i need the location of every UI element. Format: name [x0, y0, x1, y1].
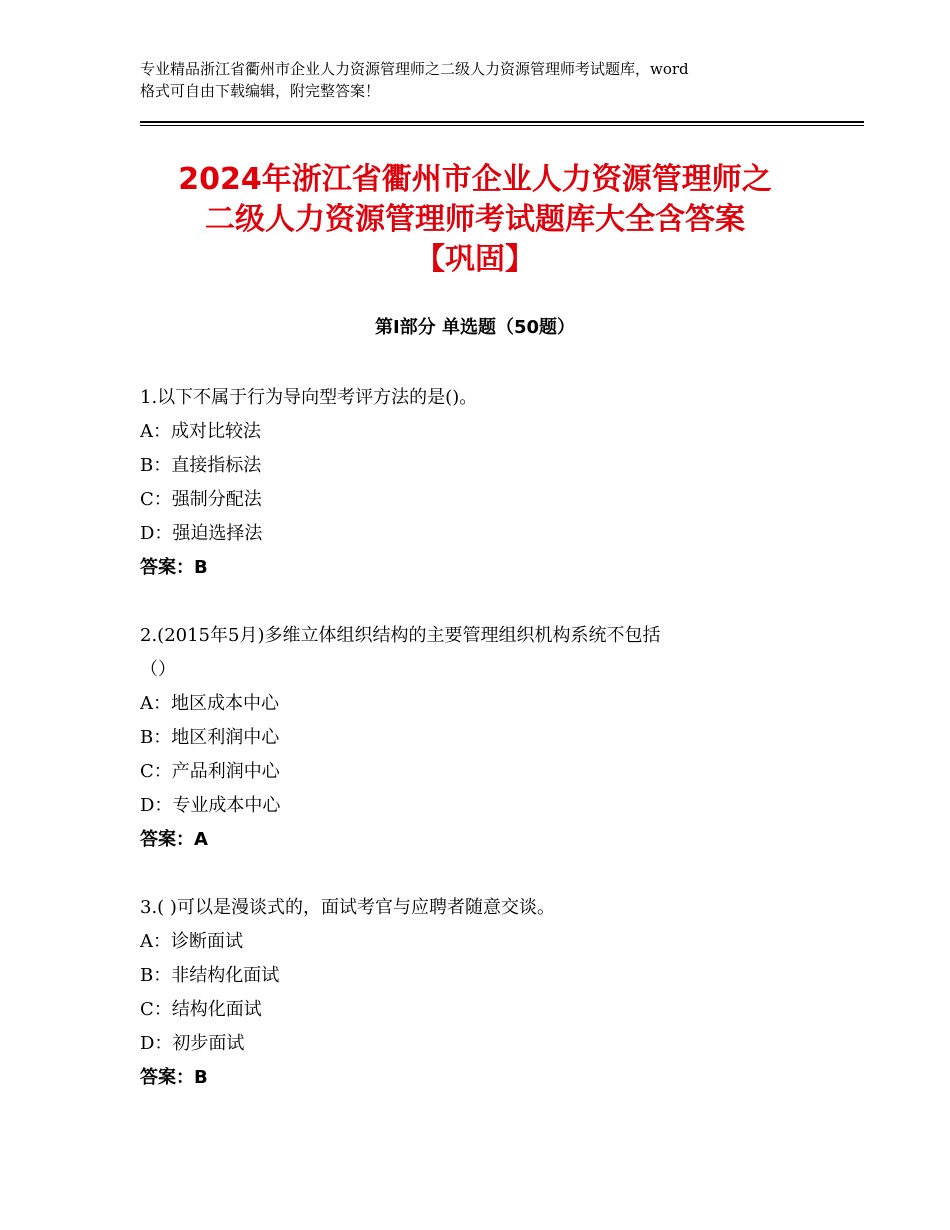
- option-c: C：强制分配法: [140, 489, 262, 510]
- question-stem: 1.以下不属于行为导向型考评方法的是()。: [140, 387, 478, 408]
- header-note-line: 格式可自由下载编辑，附完整答案！: [140, 82, 381, 100]
- title-line: 二级人力资源管理师考试题库大全含答案: [205, 202, 745, 237]
- header-note-line: 专业精品浙江省衢州市企业人力资源管理师之二级人力资源管理师考试题库，word: [140, 60, 689, 78]
- option-a: A：诊断面试: [140, 931, 243, 952]
- answer: 答案：B: [140, 1067, 208, 1088]
- header-rule-thick: [140, 121, 864, 123]
- option-b: B：地区利润中心: [140, 727, 280, 748]
- option-c: C：产品利润中心: [140, 761, 280, 782]
- question-stem: 2.(2015年5月)多维立体组织结构的主要管理组织机构系统不包括: [140, 625, 661, 646]
- question-list: [140, 381, 830, 1095]
- option-b: B：直接指标法: [140, 455, 262, 476]
- option-d: D：初步面试: [140, 1033, 245, 1054]
- question-1: [140, 381, 830, 585]
- section-heading: 第Ⅰ部分 单选题（50题）: [374, 317, 575, 338]
- question-3: [140, 891, 830, 1095]
- document-title: [110, 160, 840, 280]
- question-stem: 3.( )可以是漫谈式的，面试考官与应聘者随意交谈。: [140, 897, 555, 918]
- header-note: [140, 58, 830, 102]
- option-a: A：地区成本中心: [140, 693, 279, 714]
- title-line: 2024年浙江省衢州市企业人力资源管理师之: [178, 162, 772, 197]
- header-rule-thin: [140, 125, 864, 126]
- option-a: A：成对比较法: [140, 421, 261, 442]
- answer: 答案：B: [140, 557, 208, 578]
- question-stem-continued: （）: [140, 659, 176, 680]
- answer: 答案：A: [140, 829, 208, 850]
- option-d: D：强迫选择法: [140, 523, 263, 544]
- option-c: C：结构化面试: [140, 999, 262, 1020]
- option-d: D：专业成本中心: [140, 795, 281, 816]
- option-b: B：非结构化面试: [140, 965, 280, 986]
- title-line: 【巩固】: [415, 242, 535, 277]
- question-2: [140, 619, 830, 857]
